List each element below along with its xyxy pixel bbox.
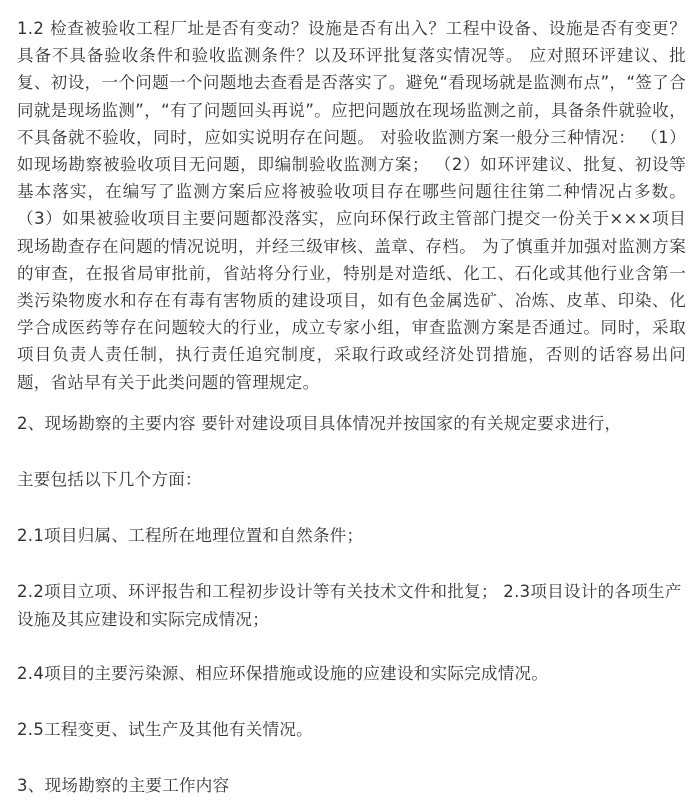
item-2-5: 2.5工程变更、试生产及其他有关情况。	[17, 720, 313, 739]
item-2-2-and-2-3: 2.2项目立项、环评报告和工程初步设计等有关技术文件和批复； 2.3项目设计的各项生产设施及其应建设和实际完成情况；	[17, 582, 682, 629]
section-2-heading: 2、现场勘察的主要内容 要针对建设项目具体情况并按国家的有关规定要求进行，	[17, 414, 622, 433]
item-2-1: 2.1项目归属、工程所在地理位置和自然条件；	[17, 526, 364, 545]
item-2-4: 2.4项目的主要污染源、相应环保措施或设施的应建设和实际完成情况。	[17, 664, 549, 683]
section-3-heading: 3、现场勘察的主要工作内容	[17, 776, 230, 795]
paragraph-1-2: 1.2 检查被验收工程厂址是否有变动？设施是否有出入？工程中设备、设施是否有变更？具备不具备验收条件和验收监测条件？以及环评批复落实情况等。 应对照环评建议、批复、初设，一个问题一个问题地去查看是否落实了。避免“看现场就是监测布点”，“签了合同就是现场监测”，“有了问题回头再说”。应把问题放在现场监测之前，具备条件就验收，不具备就不验收，同时，应如实说明存在问题。 对验收监测方案一般分三种情况： （1）如现场勘察被验收项目无问题，即编制验收监测方案； （2）如环评建议、批复、初设等基本落实，在编写了监测方案后应将被验收项目存在哪些问题往往第二种情况占多数。 （3）如果被验收项目主要问题都没落实，应向环保行政主管部门提交一份关于×××项目现场勘查存在问题的情况说明，并经三级审核、盖章、存档。 为了慎重并加强对监测方案的审查，在报省局审批前，省站将分行业，特别是对造纸、化工、石化或其他行业含第一类污染物废水和存在有毒有害物质的建设项目，如有色金属选矿、冶炼、皮革、印染、化学合成医药等存在问题较大的行业，成立专家小组，审查监测方案是否通过。同时，采取项目负责人责任制，执行责任追究制度，采取行政或经济处罚措施，否则的话容易出问题，省站早有关于此类问题的管理规定。	[17, 19, 686, 392]
section-2-intro: 主要包括以下几个方面：	[17, 470, 202, 489]
